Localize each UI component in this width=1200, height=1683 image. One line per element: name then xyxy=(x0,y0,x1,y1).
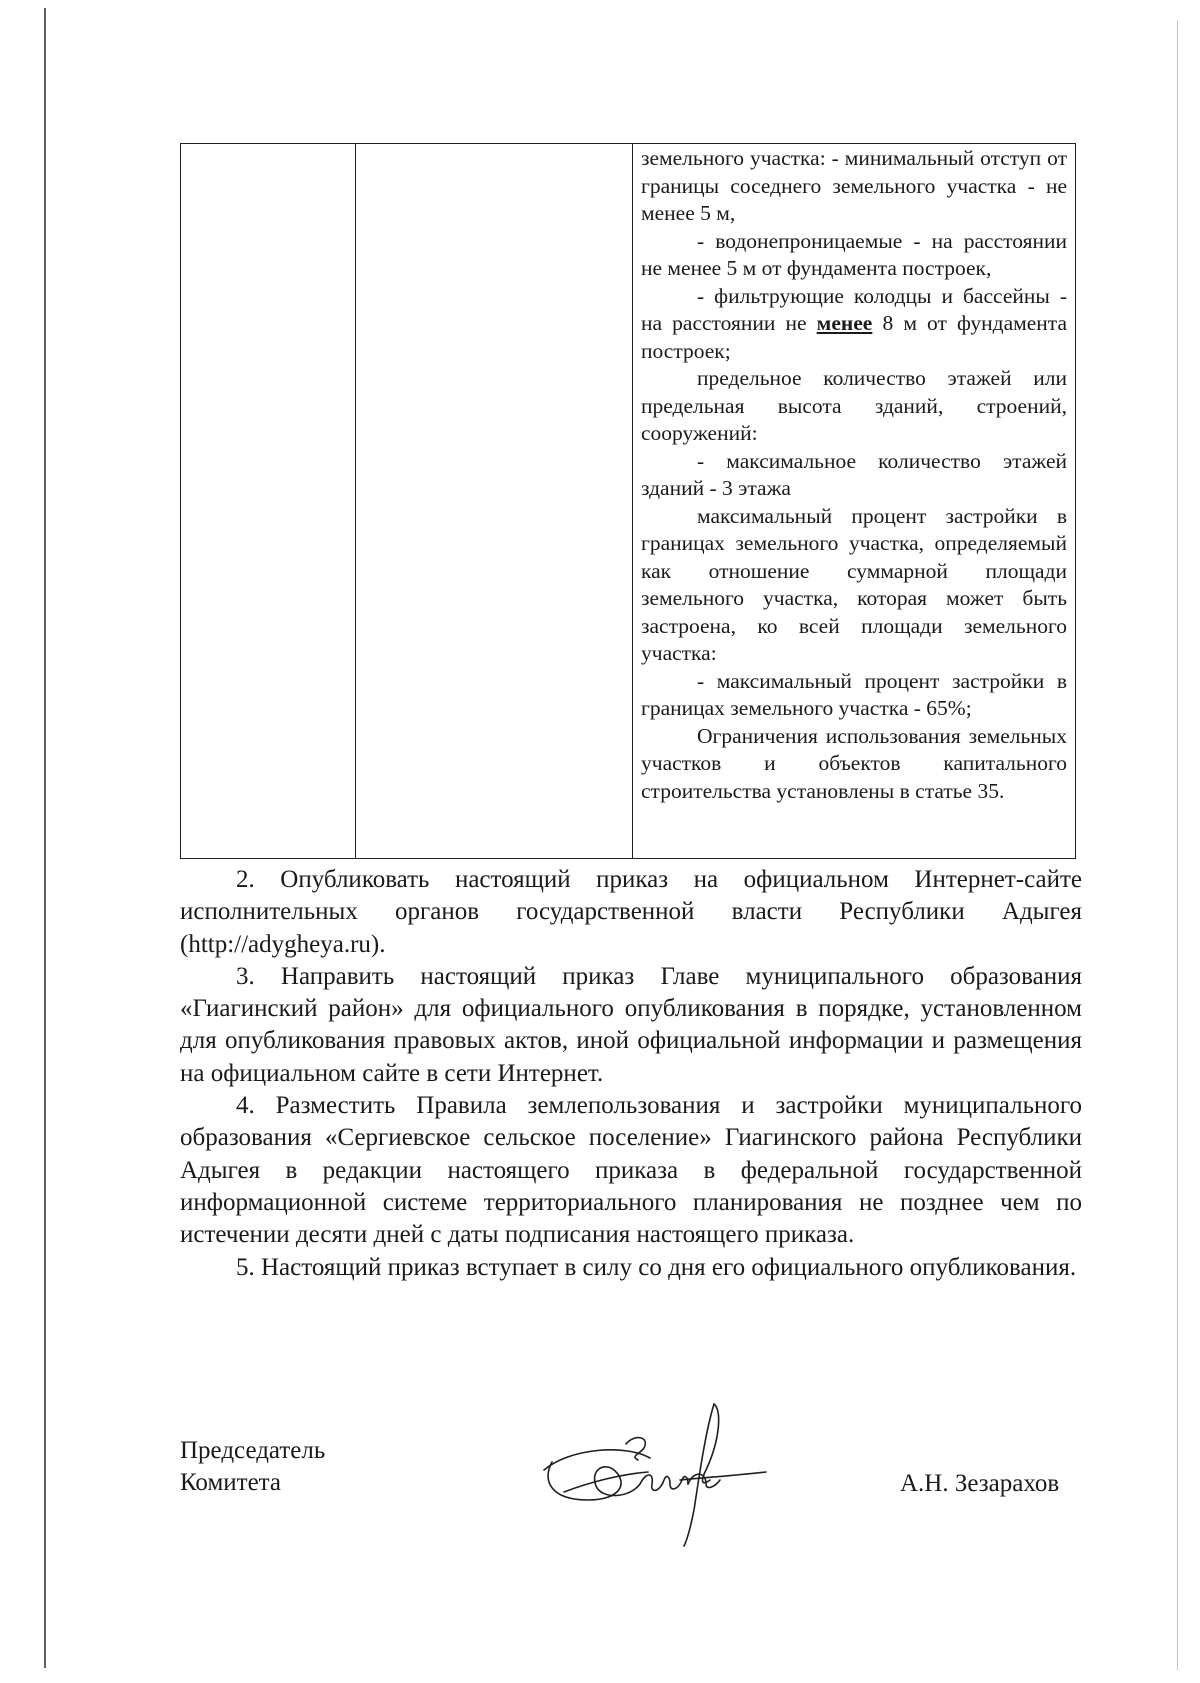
paragraph-3: 3. Направить настоящий приказ Главе муниципального образования «Гиагинский район» для официального опубликования в порядке, установленном для опубликования правовых актов, иной официальной информации и размещения на официальном сайте в сети Интернет. xyxy=(180,962,1082,1087)
cell-text-fragment: 8 м от фундамента построек; xyxy=(641,311,1067,363)
paragraph-5: 5. Настоящий приказ вступает в силу со дня его официального опубликования. xyxy=(236,1253,1077,1281)
scan-edge-right xyxy=(1177,20,1178,1670)
cell-paragraph: максимальный процент застройки в границах земельного участка, определяемый как отношение суммарной площади земельного участка, которая может быть застроена, ко всей площади земельного участка: xyxy=(641,503,1067,665)
table-cell-parameters xyxy=(633,144,1076,859)
regulations-table xyxy=(180,143,1076,859)
signatory-title-line1: Председатель xyxy=(180,1437,326,1464)
cell-paragraph: земельного участка: - минимальный отступ от границы соседнего земельного участка - не менее 5 м, xyxy=(641,146,1067,225)
handwritten-signature xyxy=(530,1400,770,1550)
table-row xyxy=(181,144,1076,859)
paragraph-4: 4. Разместить Правила землепользования и застройки муниципального образования «Сергиевское сельское поселение» Гиагинского района Республики Адыгея в редакции настоящего приказа в федеральной государственной информационной системе территориального планирования не позднее чем по истечении десяти дней с даты подписания настоящего приказа. xyxy=(180,1092,1082,1249)
cell-text-fragment: - фильтрующие колодцы и бассейны - на расстоянии не xyxy=(641,283,1067,335)
table-cell-empty-1 xyxy=(181,144,356,859)
cell-paragraph: Ограничения использования земельных участков и объектов капитального строительства установлены в статье 35. xyxy=(641,723,1067,803)
scan-edge-left xyxy=(44,8,46,1668)
cell-paragraph: - максимальный процент застройки в границах земельного участка - 65%; xyxy=(641,668,1067,720)
signatory-name: А.Н. Зезарахов xyxy=(900,1470,1060,1497)
order-body xyxy=(180,864,1082,1284)
paragraph-2: 2. Опубликовать настоящий приказ на официальном Интернет-сайте исполнительных органов государственной власти Республики Адыгея (http://adygheya.ru). xyxy=(180,866,1082,958)
cell-paragraph: - водонепроницаемые - на расстоянии не менее 5 м от фундамента построек, xyxy=(641,228,1067,280)
emphasized-word: менее xyxy=(816,311,873,335)
signatory-title-line2: Комитета xyxy=(180,1469,282,1496)
parameters-text xyxy=(633,144,1075,805)
cell-paragraph: предельное количество этажей или предельная высота зданий, строений, сооружений: xyxy=(641,366,1067,445)
table-cell-empty-2 xyxy=(356,144,633,859)
cell-paragraph: - максимальное количество этажей зданий - 3 этажа xyxy=(641,448,1067,500)
cell-paragraph xyxy=(641,283,1067,366)
signatory-title xyxy=(180,1435,325,1499)
